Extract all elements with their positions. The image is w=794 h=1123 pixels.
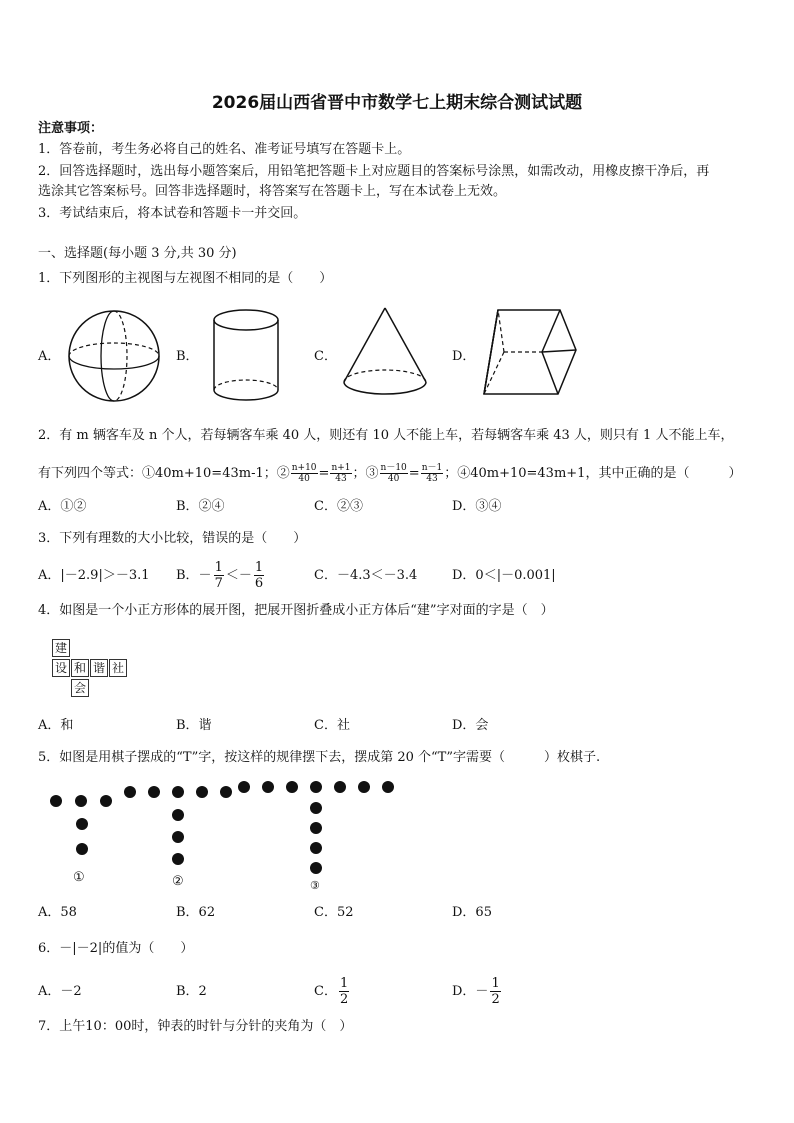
cylinder-figure — [210, 308, 282, 404]
net-cell: 和 — [71, 659, 89, 677]
q2-line2-a: 有下列四个等式：①40m+10=43m-1；② — [38, 466, 290, 481]
q2-option-c: C．②③ — [314, 499, 363, 514]
chess-piece — [124, 786, 136, 798]
chess-piece — [50, 795, 62, 807]
chess-piece — [148, 786, 160, 798]
q3-stem: 3．下列有理数的大小比较，错误的是（ ） — [38, 531, 307, 546]
q2-stem: 2．有 m 辆客车及 n 个人，若每辆客车乘 40 人，则还有 10 人不能上车，若每辆客车乘 43 人，则只有 1 人不能上车， — [38, 428, 734, 443]
q4-option-b: B．谐 — [176, 718, 212, 733]
notice-item-3: 3．考试结束后，将本试卷和答题卡一并交回。 — [38, 206, 307, 221]
chess-piece — [358, 781, 370, 793]
q4-stem: 4．如图是一个小正方形体的展开图，把展开图折叠成小正方体后“建”字对面的字是（ ） — [38, 603, 554, 618]
q6-fraction-d: $\frac{1}{2}$ — [491, 976, 500, 1007]
q4-option-d: D．会 — [452, 718, 489, 733]
section-heading: 一、选择题(每小题 3 分,共 30 分) — [38, 246, 237, 261]
q2-fraction-4: $\frac{n-1}{43}$ — [421, 463, 443, 484]
q3-fraction-2: $\frac{1}{6}$ — [254, 560, 264, 591]
q6-stem: 6．－|－2|的值为（ ） — [38, 941, 194, 956]
chess-piece — [310, 802, 322, 814]
q1-option-c-label: C． — [314, 349, 337, 364]
chess-piece — [220, 786, 232, 798]
q5-option-a: A．58 — [38, 905, 77, 920]
figure-label-1: ① — [73, 870, 85, 885]
figure-label-2: ② — [172, 874, 184, 889]
prism-figure — [480, 308, 580, 400]
q5-option-c: C．52 — [314, 905, 354, 920]
q3-option-d: D．0＜|－0.001| — [452, 568, 556, 583]
q1-option-d-label: D． — [452, 349, 476, 364]
q3-fraction-1: $\frac{1}{7}$ — [214, 560, 223, 591]
chess-piece — [310, 842, 322, 854]
notice-item-1: 1．答卷前，考生务必将自己的姓名、准考证号填写在答题卡上。 — [38, 142, 411, 157]
chess-piece — [286, 781, 298, 793]
notice-heading: 注意事项： — [38, 121, 104, 136]
q3-option-b: B．－ $\frac{1}{7}$ ＜－ $\frac{1}{6}$ — [176, 560, 264, 591]
chess-piece — [310, 781, 322, 793]
cone-figure — [340, 306, 430, 398]
chess-piece — [75, 795, 87, 807]
chess-piece — [382, 781, 394, 793]
q6-option-a: A．－2 — [38, 984, 82, 999]
q2-fraction-2: $\frac{n+1}{43}$ — [331, 463, 351, 484]
chess-piece — [172, 809, 184, 821]
q2-fraction-3: $\frac{n-10}{40}$ — [380, 463, 407, 484]
q6-option-b: B．2 — [176, 984, 207, 999]
q6-fraction-c: $\frac{1}{2}$ — [339, 976, 349, 1007]
chess-piece — [310, 862, 322, 874]
sphere-figure — [66, 308, 162, 404]
chess-piece — [334, 781, 346, 793]
q4-option-c: C．社 — [314, 718, 350, 733]
q2-option-d: D．③④ — [452, 499, 502, 514]
q2-option-a: A．①② — [38, 499, 87, 514]
chess-piece — [172, 853, 184, 865]
q2-equations: 有下列四个等式：①40m+10=43m-1；② $\frac{n+10}{40}$ = $\frac{n+1}{43}$ ；③ $\frac{n-10}{40}$ = $\frac{n-1}{43}$ ；④40m+10=43m+1，其中正确的是（ ） — [38, 463, 742, 484]
chess-piece — [76, 843, 88, 855]
q6-option-c: C． $\frac{1}{2}$ — [314, 976, 349, 1007]
chess-piece — [172, 786, 184, 798]
q6-expression: －|－2| — [59, 941, 103, 956]
q5-stem: 5．如图是用棋子摆成的“T”字，按这样的规律摆下去，摆成第 20 个“T”字需要（ ）枚棋子. — [38, 750, 601, 765]
chess-piece — [172, 831, 184, 843]
q1-stem: 1．下列图形的主视图与左视图不相同的是（ ） — [38, 271, 333, 286]
q5-option-b: B．62 — [176, 905, 216, 920]
q7-stem: 7．上午10：00时，钟表的时针与分针的夹角为（ ） — [38, 1019, 353, 1034]
net-cell: 谐 — [90, 659, 108, 677]
q6-option-d: D．－ $\frac{1}{2}$ — [452, 976, 500, 1007]
chess-piece — [262, 781, 274, 793]
net-cell: 社 — [109, 659, 127, 677]
figure-label-3: ③ — [310, 879, 320, 892]
chess-piece — [238, 781, 250, 793]
q5-option-d: D．65 — [452, 905, 492, 920]
page-title: 2026届山西省晋中市数学七上期末综合测试试题 — [211, 93, 583, 113]
q3-option-a: A．|－2.9|＞－3.1 — [38, 568, 150, 583]
q3-option-c: C．－4.3＜－3.4 — [314, 568, 418, 583]
chess-piece — [196, 786, 208, 798]
notice-item-2b: 选涂其它答案标号。回答非选择题时，将答案写在答题卡上，写在本试卷上无效。 — [38, 184, 507, 199]
q1-option-b-label: B． — [176, 349, 199, 364]
q2-line2-b: ；④40m+10=43m+1，其中正确的是（ ） — [444, 466, 742, 481]
chess-piece — [310, 822, 322, 834]
notice-item-2a: 2．回答选择题时，选出每小题答案后，用铅笔把答题卡上对应题目的答案标号涂黑，如需改动，用橡皮擦干净后，再 — [38, 164, 710, 179]
net-cell: 建 — [52, 639, 70, 657]
q4-option-a: A．和 — [38, 718, 74, 733]
q1-option-a-label: A． — [38, 349, 61, 364]
chess-piece — [76, 818, 88, 830]
q2-fraction-1: $\frac{n+10}{40}$ — [291, 463, 317, 484]
q2-option-b: B．②④ — [176, 499, 225, 514]
net-cell: 设 — [52, 659, 70, 677]
net-cell: 会 — [71, 679, 89, 697]
chess-piece — [100, 795, 112, 807]
